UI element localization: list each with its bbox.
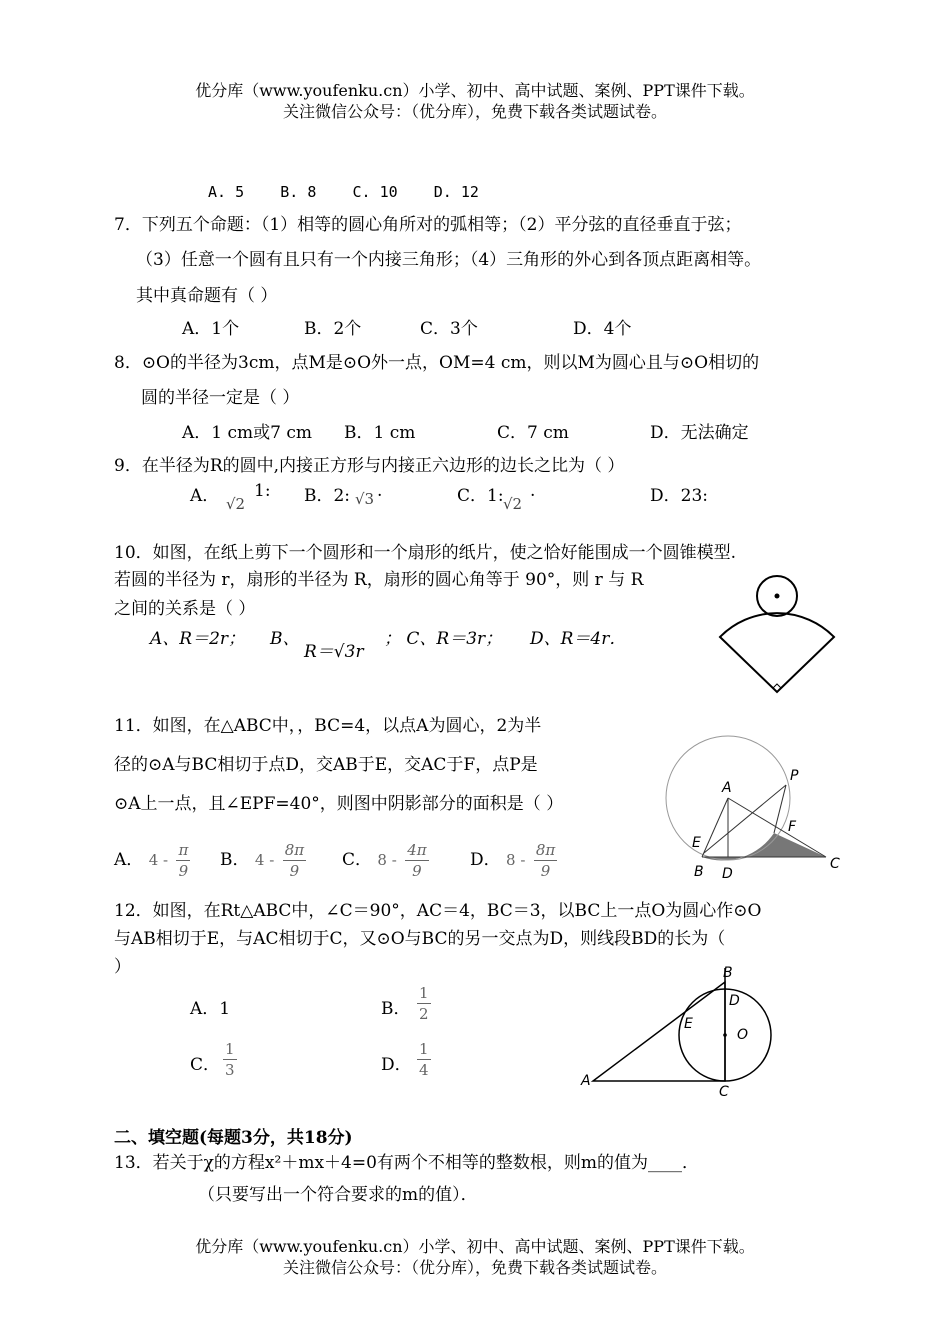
q11-option-a-num: π [178,841,189,859]
q12-option-c-label: C． [190,1055,221,1075]
q13-line-2: （只要写出一个符合要求的m的值）． [198,1185,478,1205]
label-d: D [729,993,740,1009]
right-angle-mark [773,684,781,688]
label-p: P [790,768,799,784]
q9-option-c: C．1: [457,486,504,506]
q9-option-d: D．23: [650,486,708,506]
q11-option-a-fraction [176,840,190,881]
q8-option-d: D．无法确定 [650,423,749,443]
q10-line-1: 10．如图，在纸上剪下一个圆形和一个扇形的纸片，使之恰好能围成一个圆锥模型. [114,543,737,563]
label-c: C [830,856,840,872]
q8-option-a: A．1 cm或7 cm [182,423,312,443]
q7-option-d: D．4个 [573,319,632,339]
segment-ab [702,798,728,857]
q11-line-1: 11．如图，在△ABC中，，BC=4，以点A为圆心，2为半 [114,716,542,736]
segment-pf [774,785,786,833]
q11-option-d-label: D． [470,850,501,870]
q12-option-a: A．1 [190,999,231,1019]
q11-option-c-prefix: 8 - [377,851,397,869]
q12-option-c-num: 1 [225,1040,235,1058]
q12-option-b-num: 1 [419,984,429,1002]
q11-option-b-num: 8π [284,841,305,859]
q11-option-c [342,840,432,881]
center-o [723,1033,727,1037]
q11-option-c-fraction [405,840,428,881]
sector [720,613,834,692]
q12-option-d-label: D． [381,1055,412,1075]
q9-option-a-tail: 1: [254,481,271,501]
q12-line-1: 12．如图，在Rt△ABC中，∠C＝90°，AC＝4，BC＝3，以BC上一点O为圆心作⊙O [114,901,762,921]
q11-line-3: ⊙A上一点，且∠EPF=40°，则图中阴影部分的面积是（ ） [114,794,564,814]
q11-option-d-den: 9 [540,862,551,880]
q7-option-b: B．2个 [304,319,362,339]
q11-option-c-den: 9 [412,862,422,880]
q11-line-2: 径的⊙A与BC相切于点D，交AB于E，交AC于F，点P是 [114,755,538,775]
label-a: A [722,780,732,796]
cone-net-figure [712,570,844,698]
q12-option-d-den: 4 [419,1061,429,1079]
q11-option-a-den: 9 [178,862,189,880]
q10-line-3: 之间的关系是（ ） [114,599,256,619]
q10-line-2: 若圆的半径为 r，扇形的半径为 R，扇形的圆心角等于 90°，则 r 与 R [114,570,644,590]
q10-option-c: ； C、R＝3r； [384,629,503,649]
q8-line-2: 圆的半径一定是（ ） [141,388,300,408]
q11-option-d-prefix: 8 - [506,851,526,869]
q11-option-a-label: A． [114,850,144,870]
q9-option-b-sqrt: √3 [355,490,375,508]
header-line-1: 优分库（www.youfenku.cn）小学、初中、高中试题、案例、PPT课件下载。 [195,81,755,100]
q9-option-b: B．2: [304,486,351,506]
q11-option-d-fraction [534,840,557,881]
label-d: D [722,866,733,882]
section-2-title: 二、填空题(每题3分，共18分) [114,1128,353,1148]
q11-option-b-prefix: 4 - [254,851,275,869]
q9-option-b-tail: . [377,481,383,501]
q11-option-a-prefix: 4 - [148,851,169,869]
q11-option-b-fraction [283,840,306,881]
cone-base-center [775,594,780,599]
q7-option-c: C．3个 [420,319,478,339]
q8-option-c: C．7 cm [497,423,569,443]
header-line-2: 关注微信公众号：（优分库），免费下载各类试题试卷。 [282,102,667,121]
label-a: A [581,1073,591,1089]
q11-option-d [470,840,560,881]
footer-line-1: 优分库（www.youfenku.cn）小学、初中、高中试题、案例、PPT课件下载。 [195,1237,755,1256]
q12-line-3: ） [114,957,131,977]
q9-option-a-label: A． [190,486,220,506]
q9-option-c-tail: . [530,481,536,501]
q8-option-b: B．1 cm [344,423,416,443]
label-e: E [684,1016,693,1032]
q10-option-a: A、R＝2r； [150,629,246,649]
q12-option-c-den: 3 [225,1061,235,1079]
triangle-abc [593,982,725,1081]
q12-triangle-figure [575,960,785,1100]
q11-option-a [114,840,193,881]
q12-line-2: 与AB相切于E，与AC相切于C，又⊙O与BC的另一交点为D，则线段BD的长为（ [114,929,726,949]
q12-option-c-fraction [220,1039,240,1080]
q10-option-d: D、R＝4r． [530,629,627,649]
q9-option-c-sqrt: √2 [503,495,523,513]
label-c: C [719,1084,729,1100]
q11-option-b-den: 9 [289,862,300,880]
q11-circle-figure [660,730,850,885]
q11-option-d-num: 8π [535,841,556,859]
q12-option-d-num: 1 [419,1040,429,1058]
q12-option-b-den: 2 [419,1005,429,1023]
q11-option-c-num: 4π [407,841,427,859]
q7-option-a: A．1个 [182,319,240,339]
q12-option-b-label: B． [381,999,411,1019]
q10-option-b-formula: R＝√3r [304,642,364,662]
q6-options: A. 5 B. 8 C. 10 D. 12 [208,183,479,201]
q7-line-1: 7．下列五个命题：（1）相等的圆心角所对的弧相等；（2）平分弦的直径垂直于弦； [114,215,742,235]
q13-line-1: 13．若关于χ的方程x²＋mx＋4=0有两个不相等的整数根，则m的值为____． [114,1153,700,1173]
label-b: B [694,864,704,880]
footer-line-2: 关注微信公众号：（优分库），免费下载各类试题试卷。 [282,1258,667,1277]
q8-line-1: 8．⊙O的半径为3cm，点M是⊙O外一点，OM=4 cm，则以M为圆心且与⊙O相切的 [114,353,760,373]
q12-option-d-fraction [414,1039,434,1080]
q11-option-b [220,840,309,881]
q12-option-b-fraction [414,983,434,1024]
q10-option-b: B、 [270,629,300,649]
q9-line-1: 9．在半径为R的圆中,内接正方形与内接正六边形的边长之比为（ ） [114,456,625,476]
label-e: E [692,835,701,851]
shaded-region [702,833,826,860]
q11-option-b-label: B． [220,850,250,870]
q7-line-2: （3）任意一个圆有且只有一个内接三角形；（4）三角形的外心到各顶点距离相等。 [136,250,762,270]
q9-option-a-sqrt: √2 [226,495,246,513]
q11-option-c-label: C． [342,850,373,870]
label-o: O [737,1027,749,1043]
q9-option-a [190,481,219,506]
label-b: B [723,965,733,981]
q7-line-3: 其中真命题有（ ） [136,286,278,306]
label-f: F [788,819,797,835]
